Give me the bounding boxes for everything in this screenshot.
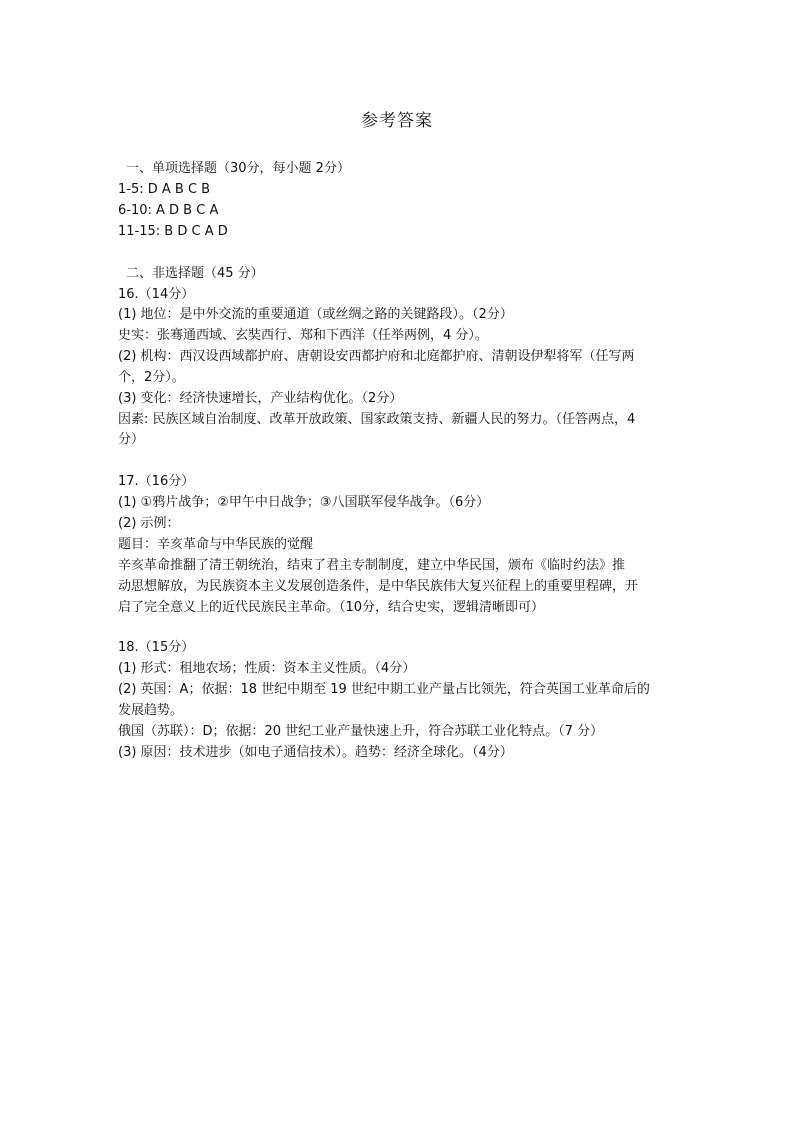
q18-part1: (1) 形式：租地农场；性质：资本主义性质。（4分） — [118, 661, 416, 676]
q16-part2-line1: (2) 机构：西汉设西域都护府、唐朝设安西都护府和北庭都护府、清朝设伊犁将军（任写两 — [118, 349, 635, 364]
q17-label: 17.（16分） — [118, 474, 195, 489]
q16-part1: (1) 地位：是中外交流的重要通道（或丝绸之路的关键路段）。（2分） — [118, 307, 513, 322]
q17-part1: (1) ①鸦片战争；②甲午中日战争；③八国联军侵华战争。（6分） — [118, 495, 490, 510]
q16-part3-factors-line1: 因素: 民族区域自治制度、改革开放政策、国家政策支持、新疆人民的努力。（任答两点，4 — [118, 412, 636, 427]
q17-topic: 题目：辛亥革命与中华民族的觉醒 — [118, 537, 314, 552]
q16-part3: (3) 变化：经济快速增长，产业结构优化。（2分） — [118, 391, 403, 406]
q18-part2-line1: (2) 英国：A；依据：18 世纪中期至 19 世纪中期工业产量占比领先，符合英国工业革命后的 — [118, 682, 650, 697]
choice-answers-6-10: 6-10: A D B C A — [118, 203, 219, 218]
q18-label: 18.（15分） — [118, 640, 195, 655]
page-title: 参考答案 — [361, 111, 433, 131]
q18-part2-russia: 俄国（苏联）：D；依据：20 世纪工业产量快速上升，符合苏联工业化特点。（7 分） — [118, 724, 604, 739]
q16-label: 16.（14分） — [118, 287, 195, 302]
q17-essay-line1: 辛亥革命推翻了清王朝统治，结束了君主专制制度，建立中华民国，颁布《临时约法》推 — [118, 558, 626, 573]
q18-part2-line2: 发展趋势。 — [118, 703, 184, 718]
q17-essay-line3: 启了完全意义上的近代民族民主革命。（10分，结合史实，逻辑清晰即可） — [118, 600, 545, 615]
q18-part3: (3) 原因：技术进步（如电子通信技术）。趋势：经济全球化。（4分） — [118, 745, 513, 760]
section2-heading: 二、非选择题（45 分） — [126, 266, 264, 281]
q17-part2: (2) 示例： — [118, 516, 180, 531]
q16-part2-line2: 个，2分）。 — [118, 370, 185, 385]
choice-answers-1-5: 1-5: D A B C B — [118, 182, 211, 197]
choice-answers-11-15: 11-15: B D C A D — [118, 224, 228, 239]
q16-part1-facts: 史实：张骞通西域、玄奘西行、郑和下西洋（任举两例，4 分）。 — [118, 328, 488, 343]
q17-essay-line2: 动思想解放，为民族资本主义发展创造条件，是中华民族伟大复兴征程上的重要里程碑，开 — [118, 579, 639, 594]
q16-part3-factors-line2: 分） — [118, 432, 145, 447]
section1-heading: 一、单项选择题（30分，每小题 2分） — [126, 161, 350, 176]
